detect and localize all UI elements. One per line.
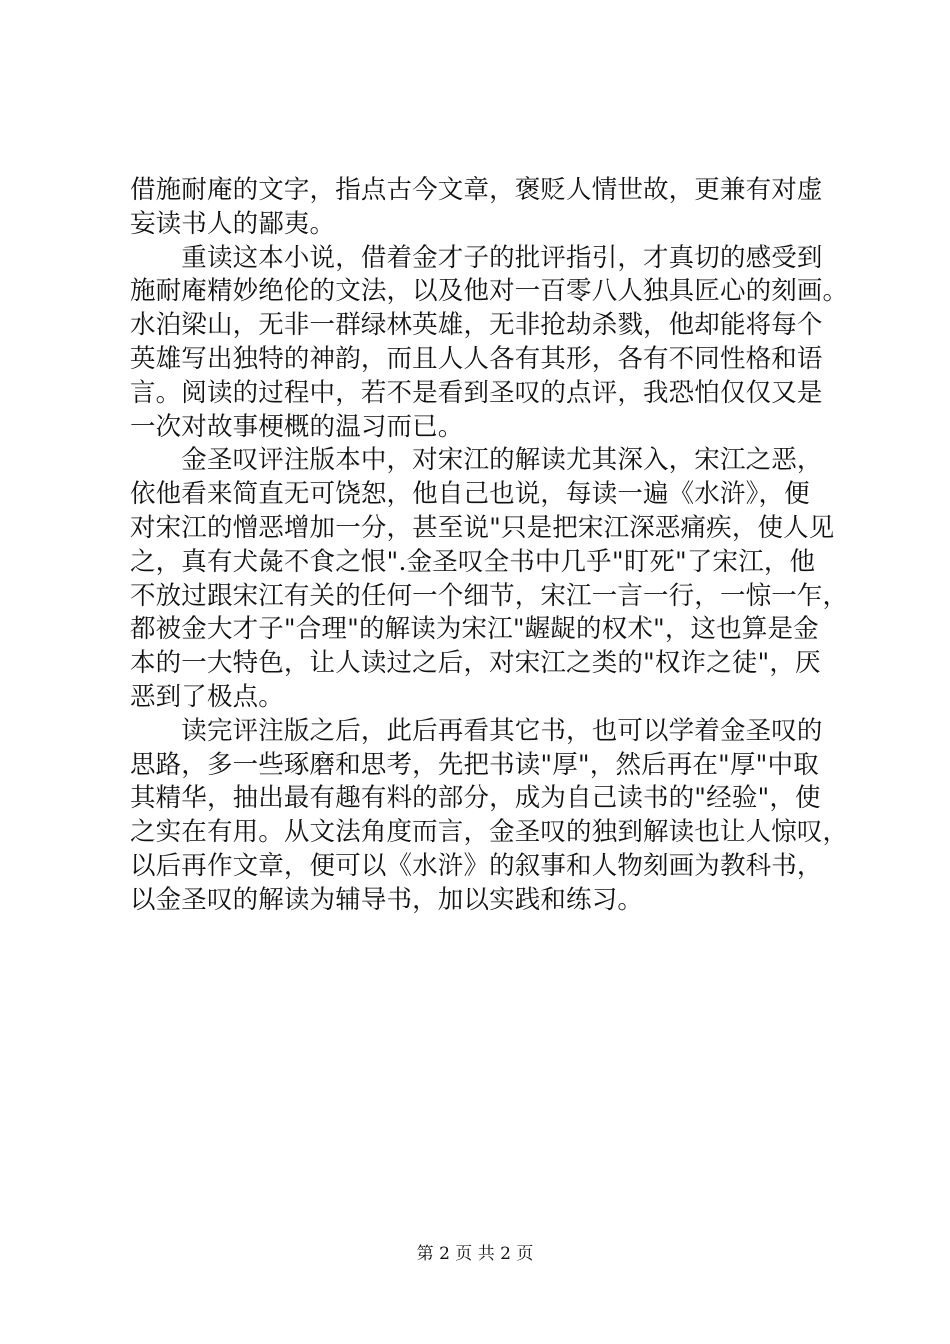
text-line: 施耐庵精妙绝伦的文法，以及他对一百零八人独具匠心的刻画。: [130, 276, 849, 307]
document-body: [130, 174, 850, 918]
text-line: 不放过跟宋江有关的任何一个细节，宋江一言一行，一惊一乍，: [130, 580, 849, 611]
text-line: 其精华，抽出最有趣有料的部分，成为自己读书的"经验"，使: [130, 783, 821, 814]
text-line: 水泊梁山，无非一群绿林英雄，无非抢劫杀戮，他却能将每个: [130, 310, 823, 341]
text-line: 思路，多一些琢磨和思考，先把书读"厚"，然后再在"厚"中取: [130, 749, 819, 780]
text-line: 依他看来简直无可饶恕，他自己也说，每读一遍《水浒》，便: [130, 479, 810, 510]
text-line: 对宋江的憎恶增加一分，甚至说"只是把宋江深恶痛疾，使人见: [130, 512, 835, 543]
text-line: 都被金大才子"合理"的解读为宋江"龌龊的权术"，这也算是金: [130, 614, 819, 645]
text-line: 英雄写出独特的神韵，而且人人各有其形，各有不同性格和语: [130, 343, 823, 374]
text-line: 重读这本小说，借着金才子的批评指引，才真切的感受到: [130, 242, 823, 273]
text-line: 本的一大特色，让人读过之后，对宋江之类的"权诈之徒"，厌: [130, 648, 821, 679]
text-line: 一次对故事梗概的温习而已。: [130, 411, 464, 442]
text-line: 恶到了极点。: [130, 681, 284, 712]
text-line: 妄读书人的鄙夷。: [130, 208, 336, 239]
text-line: 借施耐庵的文字，指点古今文章，褒贬人情世故，更兼有对虚: [130, 175, 823, 205]
text-line: 之实在有用。从文法角度而言，金圣叹的独到解读也让人惊叹，: [130, 817, 849, 848]
text-line: 之，真有犬彘不食之恨".金圣叹全书中几乎"盯死"了宋江，他: [130, 546, 816, 577]
text-line: 金圣叹评注版本中，对宋江的解读尤其深入，宋江之恶，: [130, 445, 823, 476]
text-line: 读完评注版之后，此后再看其它书，也可以学着金圣叹的: [130, 715, 823, 746]
text-line: 以后再作文章，便可以《水浒》的叙事和人物刻画为教科书，: [130, 850, 823, 881]
page-footer: [0, 1243, 950, 1265]
page-number: 第 2 页 共 2 页: [416, 1244, 534, 1264]
text-line: 言。阅读的过程中，若不是看到圣叹的点评，我恐怕仅仅又是: [130, 377, 823, 408]
text-line: 以金圣叹的解读为辅导书，加以实践和练习。: [130, 884, 644, 915]
